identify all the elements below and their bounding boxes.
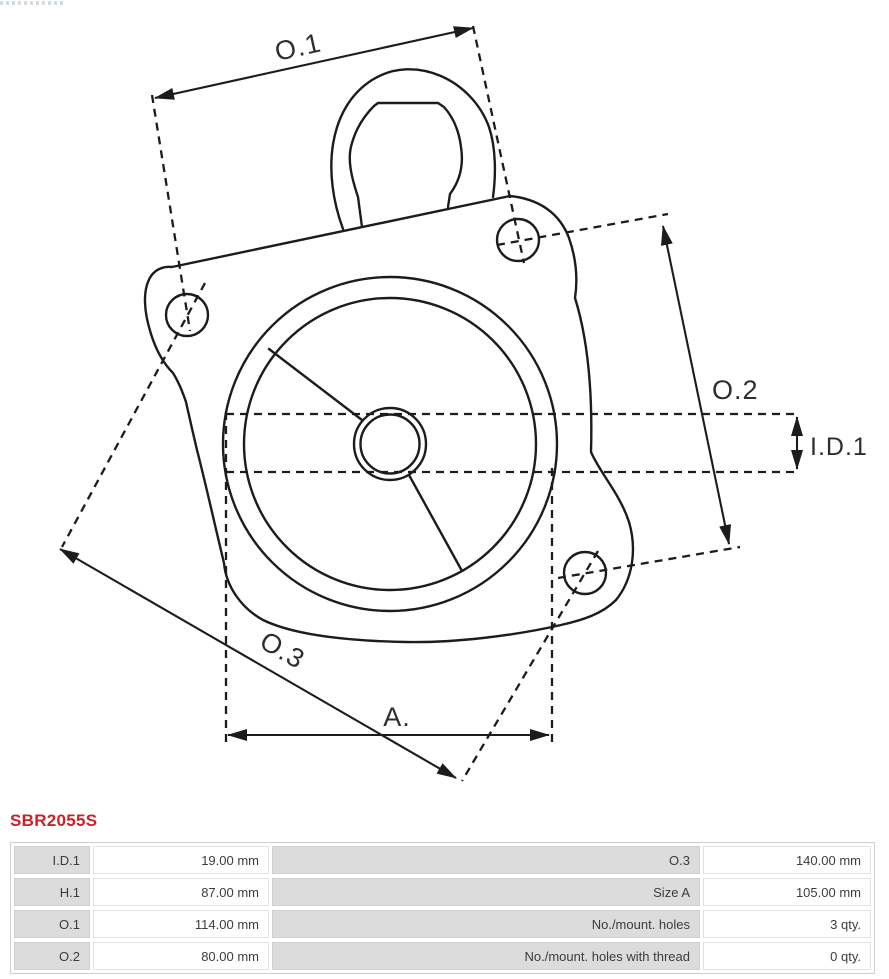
mounting-hole-left — [166, 294, 208, 336]
spec-value-cell: 105.00 mm — [703, 878, 871, 906]
dimension-label-o3: O.3 — [254, 625, 311, 675]
extension-line-o1-left — [152, 95, 190, 331]
rib-line-lower — [409, 475, 462, 571]
extension-line-o1-right — [473, 26, 524, 263]
spec-label-cell: O.1 — [14, 910, 90, 938]
table-row — [14, 846, 871, 874]
spec-label-cell: Size A — [272, 878, 700, 906]
inner-bore-circle — [244, 298, 536, 590]
table-row — [14, 942, 871, 970]
spec-value-cell: 140.00 mm — [703, 846, 871, 874]
mounting-hole-bottom-right — [564, 552, 606, 594]
dimension-arrow-o3 — [60, 549, 456, 778]
dimension-label-o1: O.1 — [272, 27, 325, 67]
spec-label-cell: No./mount. holes — [272, 910, 700, 938]
dimension-label-id1: I.D.1 — [810, 433, 868, 461]
spec-value-cell: 114.00 mm — [93, 910, 269, 938]
part-number-heading: SBR2055S — [10, 811, 98, 830]
table-row — [14, 878, 871, 906]
hub-inner-circle — [361, 415, 420, 474]
outer-boss-circle — [223, 277, 557, 611]
spec-label-cell: No./mount. holes with thread — [272, 942, 700, 970]
dimension-label-a: A. — [383, 702, 411, 732]
spec-label-cell: H.1 — [14, 878, 90, 906]
boot-loop-inner — [350, 103, 462, 227]
body-outline — [145, 196, 633, 642]
spec-value-cell: 19.00 mm — [93, 846, 269, 874]
hub-outer-circle — [354, 408, 426, 480]
table-row — [14, 910, 871, 938]
spec-value-cell: 0 qty. — [703, 942, 871, 970]
dimension-label-o2: O.2 — [712, 375, 759, 405]
extension-line-o3-lower — [462, 551, 598, 781]
spec-value-cell: 80.00 mm — [93, 942, 269, 970]
rib-line-upper — [269, 349, 362, 420]
spec-label-cell: O.2 — [14, 942, 90, 970]
spec-label-cell: O.3 — [272, 846, 700, 874]
extension-line-o3-upper — [62, 283, 205, 547]
spec-table — [10, 842, 875, 974]
spec-value-cell: 3 qty. — [703, 910, 871, 938]
spec-label-cell: I.D.1 — [14, 846, 90, 874]
spec-value-cell: 87.00 mm — [93, 878, 269, 906]
mounting-hole-top-right — [497, 219, 539, 261]
